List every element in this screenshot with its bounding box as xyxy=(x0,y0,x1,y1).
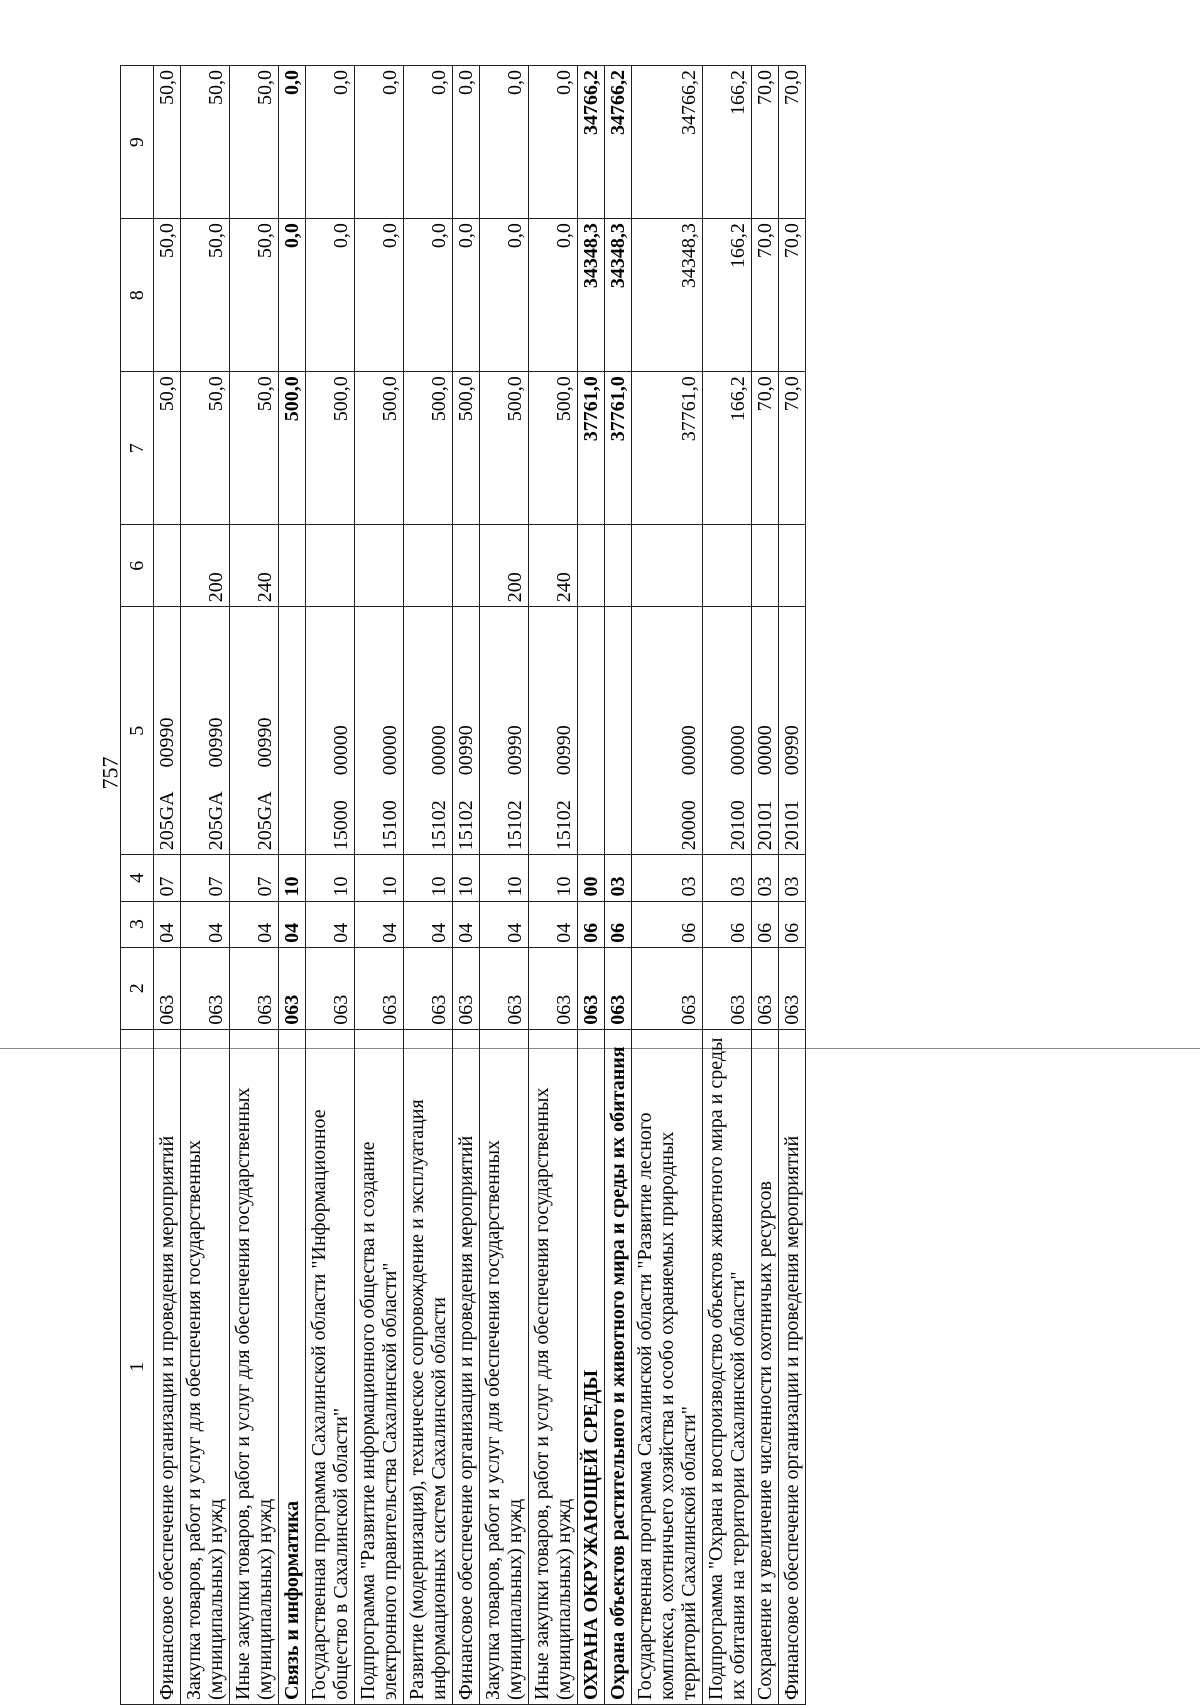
row-vr xyxy=(632,525,703,607)
row-sum-8: 50,0 xyxy=(181,219,230,372)
row-vr xyxy=(306,525,355,607)
row-sum-8: 34348,3 xyxy=(605,219,632,372)
row-sum-7: 500,0 xyxy=(355,372,404,525)
row-sum-7: 50,0 xyxy=(230,372,279,525)
row-name: Финансовое обеспечение организации и проведения мероприятий xyxy=(453,1029,480,1704)
row-vr: 200 xyxy=(181,525,230,607)
row-rz: 04 xyxy=(404,901,453,947)
row-rz: 06 xyxy=(632,901,703,947)
header-col-2: 2 xyxy=(121,947,154,1029)
table-row xyxy=(181,66,230,1705)
row-vr xyxy=(404,525,453,607)
row-sum-8: 0,0 xyxy=(355,219,404,372)
row-sum-9: 0,0 xyxy=(480,66,529,219)
row-sum-9: 166,2 xyxy=(703,66,752,219)
row-vr xyxy=(154,525,181,607)
row-csr: 15102 00990 xyxy=(480,607,529,855)
row-sum-7: 37761,0 xyxy=(578,372,605,525)
row-sum-9: 34766,2 xyxy=(578,66,605,219)
row-sum-9: 70,0 xyxy=(779,66,806,219)
row-sum-8: 34348,3 xyxy=(632,219,703,372)
row-csr xyxy=(279,607,306,855)
table-row xyxy=(703,66,752,1705)
row-rz: 04 xyxy=(279,901,306,947)
row-pr: 03 xyxy=(632,855,703,901)
row-name: Иные закупки товаров, работ и услуг для обеспечения государственных (муниципальных) нужд xyxy=(230,1029,279,1704)
row-vr xyxy=(605,525,632,607)
row-pr: 03 xyxy=(703,855,752,901)
row-ved: 063 xyxy=(578,947,605,1029)
row-ved: 063 xyxy=(480,947,529,1029)
row-pr: 10 xyxy=(279,855,306,901)
row-vr: 240 xyxy=(529,525,578,607)
table-row xyxy=(632,66,703,1705)
row-csr: 20000 00000 xyxy=(632,607,703,855)
row-sum-7: 500,0 xyxy=(404,372,453,525)
row-sum-8: 0,0 xyxy=(279,219,306,372)
row-ved: 063 xyxy=(404,947,453,1029)
table-row xyxy=(605,66,632,1705)
row-name: Финансовое обеспечение организации и проведения мероприятий xyxy=(154,1029,181,1704)
row-sum-8: 50,0 xyxy=(230,219,279,372)
row-vr: 240 xyxy=(230,525,279,607)
row-sum-7: 70,0 xyxy=(779,372,806,525)
row-csr: 205GA 00990 xyxy=(230,607,279,855)
row-ved: 063 xyxy=(181,947,230,1029)
row-name: Закупка товаров, работ и услуг для обеспечения государственных (муниципальных) нужд xyxy=(480,1029,529,1704)
header-col-5: 5 xyxy=(121,607,154,855)
row-vr xyxy=(453,525,480,607)
row-name: Финансовое обеспечение организации и проведения мероприятий xyxy=(779,1029,806,1704)
row-pr: 10 xyxy=(529,855,578,901)
row-pr: 07 xyxy=(181,855,230,901)
row-sum-7: 37761,0 xyxy=(605,372,632,525)
row-rz: 04 xyxy=(154,901,181,947)
row-pr: 10 xyxy=(355,855,404,901)
row-sum-9: 50,0 xyxy=(181,66,230,219)
table-body xyxy=(154,66,806,1705)
table-row xyxy=(578,66,605,1705)
header-col-6: 6 xyxy=(121,525,154,607)
row-rz: 04 xyxy=(529,901,578,947)
row-rz: 06 xyxy=(703,901,752,947)
row-vr xyxy=(779,525,806,607)
row-ved: 063 xyxy=(752,947,779,1029)
row-csr: 15102 00990 xyxy=(453,607,480,855)
table-row xyxy=(279,66,306,1705)
row-sum-9: 0,0 xyxy=(404,66,453,219)
row-vr xyxy=(279,525,306,607)
header-col-1: 1 xyxy=(121,1029,154,1704)
row-rz: 04 xyxy=(306,901,355,947)
row-sum-9: 0,0 xyxy=(355,66,404,219)
row-csr: 15102 00000 xyxy=(404,607,453,855)
row-ved: 063 xyxy=(703,947,752,1029)
row-name: Развитие (модернизация), техническое сопровождение и эксплуатация информационных систем Сахалинской области xyxy=(404,1029,453,1704)
row-pr: 10 xyxy=(480,855,529,901)
table-row xyxy=(355,66,404,1705)
row-csr: 205GA 00990 xyxy=(181,607,230,855)
budget-table xyxy=(120,65,806,1705)
row-sum-8: 70,0 xyxy=(779,219,806,372)
row-sum-8: 0,0 xyxy=(529,219,578,372)
header-col-9: 9 xyxy=(121,66,154,219)
row-rz: 06 xyxy=(578,901,605,947)
row-sum-9: 0,0 xyxy=(453,66,480,219)
row-rz: 04 xyxy=(230,901,279,947)
table-row xyxy=(529,66,578,1705)
row-csr: 20101 00000 xyxy=(752,607,779,855)
row-pr: 00 xyxy=(578,855,605,901)
row-name: Подпрограмма "Развитие информационного общества и создание электронного правительства Сахалинской области" xyxy=(355,1029,404,1704)
row-sum-9: 0,0 xyxy=(279,66,306,219)
table-row xyxy=(154,66,181,1705)
row-sum-8: 166,2 xyxy=(703,219,752,372)
header-row xyxy=(121,66,154,1705)
row-sum-8: 50,0 xyxy=(154,219,181,372)
row-sum-7: 166,2 xyxy=(703,372,752,525)
row-csr: 20101 00990 xyxy=(779,607,806,855)
row-sum-9: 50,0 xyxy=(154,66,181,219)
row-csr xyxy=(605,607,632,855)
row-sum-7: 500,0 xyxy=(453,372,480,525)
row-ved: 063 xyxy=(632,947,703,1029)
row-sum-7: 50,0 xyxy=(181,372,230,525)
table-row xyxy=(404,66,453,1705)
budget-table-wrapper xyxy=(120,0,1088,1705)
row-sum-9: 34766,2 xyxy=(605,66,632,219)
row-pr: 10 xyxy=(306,855,355,901)
row-rz: 04 xyxy=(453,901,480,947)
row-pr: 07 xyxy=(154,855,181,901)
row-vr xyxy=(578,525,605,607)
row-name: Подпрограмма "Охрана и воспроизводство объектов животного мира и среды их обитания на территории Сахалинской области" xyxy=(703,1029,752,1704)
row-sum-9: 0,0 xyxy=(529,66,578,219)
row-sum-7: 500,0 xyxy=(279,372,306,525)
row-sum-9: 50,0 xyxy=(230,66,279,219)
row-csr: 15102 00990 xyxy=(529,607,578,855)
row-sum-8: 34348,3 xyxy=(578,219,605,372)
row-pr: 03 xyxy=(752,855,779,901)
row-rz: 04 xyxy=(181,901,230,947)
row-ved: 063 xyxy=(154,947,181,1029)
row-vr xyxy=(752,525,779,607)
row-sum-9: 70,0 xyxy=(752,66,779,219)
row-vr: 200 xyxy=(480,525,529,607)
row-ved: 063 xyxy=(355,947,404,1029)
row-pr: 03 xyxy=(779,855,806,901)
row-name: Государственная программа Сахалинской области "Развитие лесного комплекса, охотничьего хозяйства и особо охраняемых природных территорий Сахалинской области" xyxy=(632,1029,703,1704)
row-name: Государственная программа Сахалинской области "Информационное общество в Сахалинской области" xyxy=(306,1029,355,1704)
row-ved: 063 xyxy=(779,947,806,1029)
row-rz: 04 xyxy=(355,901,404,947)
header-col-4: 4 xyxy=(121,855,154,901)
row-rz: 06 xyxy=(779,901,806,947)
table-row xyxy=(752,66,779,1705)
row-pr: 10 xyxy=(453,855,480,901)
row-name: Охрана объектов растительного и животного мира и среды их обитания xyxy=(605,1029,632,1704)
row-ved: 063 xyxy=(529,947,578,1029)
row-pr: 07 xyxy=(230,855,279,901)
row-pr: 10 xyxy=(404,855,453,901)
row-vr xyxy=(703,525,752,607)
row-sum-7: 500,0 xyxy=(529,372,578,525)
row-csr: 15000 00000 xyxy=(306,607,355,855)
header-col-3: 3 xyxy=(121,901,154,947)
table-row xyxy=(230,66,279,1705)
row-csr xyxy=(578,607,605,855)
row-sum-7: 50,0 xyxy=(154,372,181,525)
row-ved: 063 xyxy=(453,947,480,1029)
row-sum-8: 0,0 xyxy=(306,219,355,372)
row-sum-8: 0,0 xyxy=(453,219,480,372)
row-ved: 063 xyxy=(230,947,279,1029)
row-name: Закупка товаров, работ и услуг для обеспечения государственных (муниципальных) нужд xyxy=(181,1029,230,1704)
header-col-7: 7 xyxy=(121,372,154,525)
page-number: 757 xyxy=(97,756,123,790)
row-csr: 15100 00000 xyxy=(355,607,404,855)
row-sum-7: 37761,0 xyxy=(632,372,703,525)
row-sum-7: 500,0 xyxy=(306,372,355,525)
row-name: Иные закупки товаров, работ и услуг для обеспечения государственных (муниципальных) нужд xyxy=(529,1029,578,1704)
row-rz: 04 xyxy=(480,901,529,947)
table-row xyxy=(453,66,480,1705)
table-row xyxy=(306,66,355,1705)
row-sum-7: 500,0 xyxy=(480,372,529,525)
row-sum-8: 70,0 xyxy=(752,219,779,372)
row-csr: 205GA 00990 xyxy=(154,607,181,855)
row-pr: 03 xyxy=(605,855,632,901)
row-name: Связь и информатика xyxy=(279,1029,306,1704)
row-rz: 06 xyxy=(605,901,632,947)
row-sum-9: 0,0 xyxy=(306,66,355,219)
table-row xyxy=(480,66,529,1705)
row-rz: 06 xyxy=(752,901,779,947)
row-ved: 063 xyxy=(279,947,306,1029)
table-row xyxy=(779,66,806,1705)
row-sum-9: 34766,2 xyxy=(632,66,703,219)
row-csr: 20100 00000 xyxy=(703,607,752,855)
row-name: ОХРАНА ОКРУЖАЮЩЕЙ СРЕДЫ xyxy=(578,1029,605,1704)
row-vr xyxy=(355,525,404,607)
row-ved: 063 xyxy=(306,947,355,1029)
row-name: Сохранение и увеличение численности охотничьих ресурсов xyxy=(752,1029,779,1704)
row-sum-8: 0,0 xyxy=(480,219,529,372)
row-sum-7: 70,0 xyxy=(752,372,779,525)
row-sum-8: 0,0 xyxy=(404,219,453,372)
row-ved: 063 xyxy=(605,947,632,1029)
header-col-8: 8 xyxy=(121,219,154,372)
